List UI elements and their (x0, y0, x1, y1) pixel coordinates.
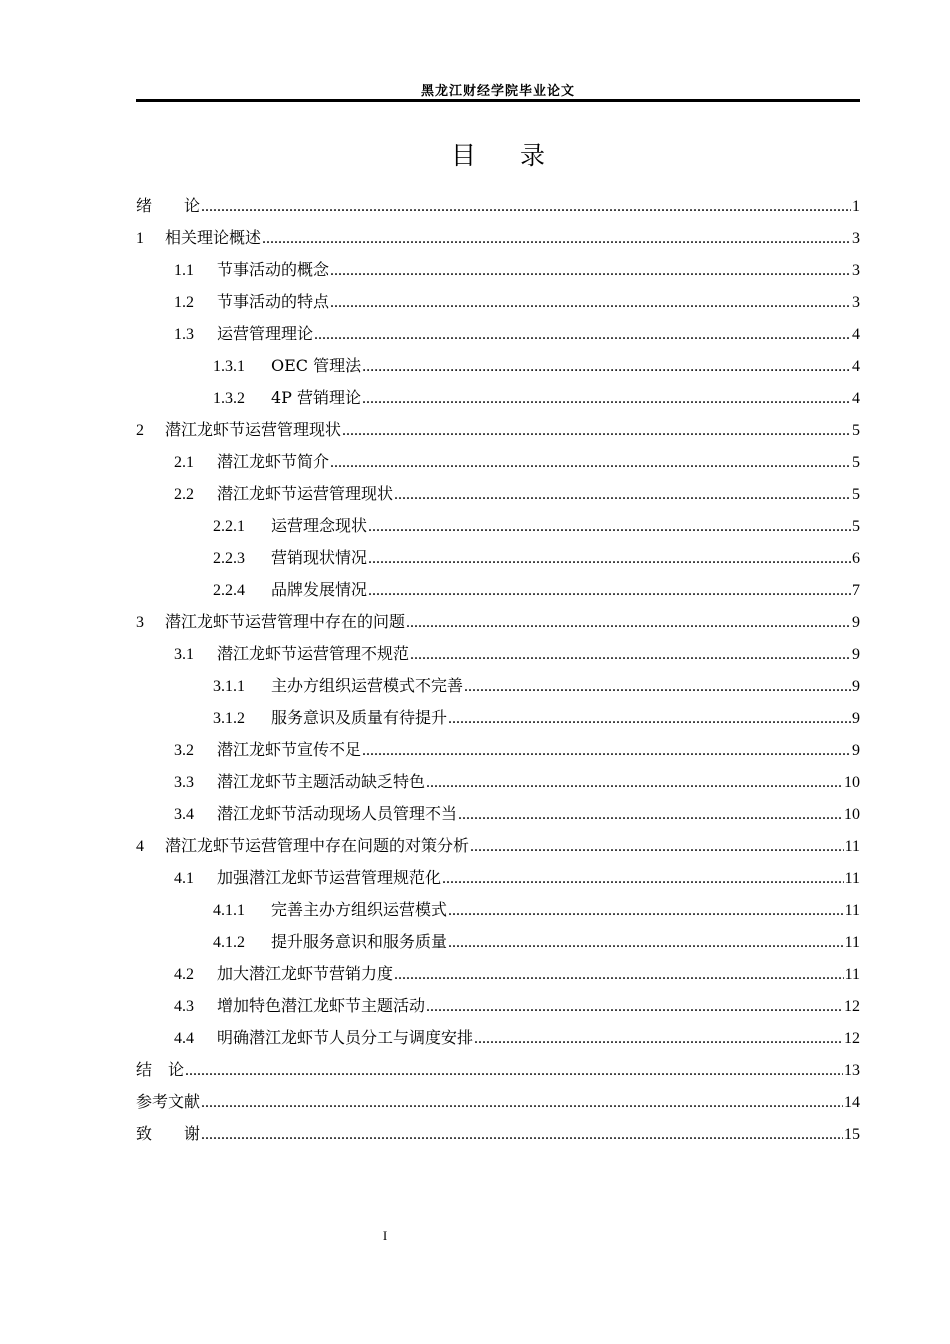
toc-entry-label: 增加特色潜江龙虾节主题活动 (217, 996, 426, 1015)
toc-dot-leader (368, 511, 851, 543)
toc-entry-page: 11 (844, 902, 860, 919)
toc-entry-page: 12 (844, 998, 860, 1015)
toc-dot-leader (342, 415, 851, 447)
toc-entry-label: OEC 管理法 (271, 356, 362, 375)
toc-entry-page: 3 (852, 230, 860, 247)
toc-entry-label: 营销现状情况 (271, 548, 368, 567)
toc-entry-label: 运营理念现状 (271, 516, 368, 535)
toc-entry[interactable] (136, 1054, 860, 1086)
toc-entry[interactable] (136, 766, 860, 798)
toc-entry-number: 3 (136, 614, 144, 631)
toc-dot-leader (314, 319, 851, 351)
toc-entry[interactable] (136, 670, 860, 702)
toc-entry-page: 15 (844, 1126, 860, 1143)
toc-entry-page: 4 (852, 390, 860, 407)
toc-entry-label: 完善主办方组织运营模式 (271, 900, 448, 919)
toc-entry-number: 2.2.1 (213, 518, 245, 535)
toc-entry-page: 14 (844, 1094, 860, 1111)
toc-entry[interactable] (136, 1118, 860, 1150)
toc-entry-number: 2 (136, 422, 144, 439)
toc-entry-label: 潜江龙虾节简介 (217, 452, 330, 471)
toc-entry-label: 参考文献 (136, 1092, 201, 1111)
toc-dot-leader (362, 351, 851, 383)
toc-entry[interactable] (136, 894, 860, 926)
toc-dot-leader (330, 287, 851, 319)
toc-entry-label: 潜江龙虾节运营管理不规范 (217, 644, 410, 663)
toc-entry-label: 相关理论概述 (165, 228, 262, 247)
toc-entry[interactable] (136, 446, 860, 478)
toc-entry-label: 潜江龙虾节主题活动缺乏特色 (217, 772, 426, 791)
toc-entry-number: 4.1 (174, 870, 194, 887)
toc-entry-label: 潜江龙虾节运营管理现状 (217, 484, 394, 503)
toc-entry-page: 3 (852, 294, 860, 311)
toc-entry-label: 潜江龙虾节运营管理现状 (165, 420, 342, 439)
toc-entry-page: 9 (852, 614, 860, 631)
toc-entry-number: 1.2 (174, 294, 194, 311)
footer-page-number: I (382, 1228, 388, 1243)
header-rule (136, 99, 860, 102)
toc-entry-label: 潜江龙虾节运营管理中存在的问题 (165, 612, 406, 631)
toc-entry-page: 11 (844, 934, 860, 951)
toc-entry-label: 节事活动的概念 (217, 260, 330, 279)
toc-entry-label: 潜江龙虾节活动现场人员管理不当 (217, 804, 458, 823)
toc-entry[interactable] (136, 478, 860, 510)
toc-entry-page: 6 (852, 550, 860, 567)
toc-dot-leader (426, 767, 843, 799)
toc-heading (136, 136, 860, 172)
toc-entry-number: 3.2 (174, 742, 194, 759)
toc-entry[interactable] (136, 798, 860, 830)
toc-entry[interactable] (136, 286, 860, 318)
toc-dot-leader (368, 543, 851, 575)
toc-entry[interactable] (136, 926, 860, 958)
toc-dot-leader (458, 799, 843, 831)
toc-entry-label: 潜江龙虾节运营管理中存在问题的对策分析 (165, 836, 470, 855)
toc-entry-label: 运营管理理论 (217, 324, 314, 343)
toc-entry-number: 3.1 (174, 646, 194, 663)
toc-entry-label: 致 谢 (136, 1124, 201, 1143)
toc-entry[interactable] (136, 222, 860, 254)
toc-entry-number: 2.1 (174, 454, 194, 471)
toc-entry-page: 1 (852, 198, 860, 215)
toc-entry-number: 1.3.2 (213, 390, 245, 407)
toc-entry-number: 4.1.2 (213, 934, 245, 951)
toc-entry-number: 4.3 (174, 998, 194, 1015)
toc-entry-number: 2.2.4 (213, 582, 245, 599)
toc-entry[interactable] (136, 190, 860, 222)
toc-dot-leader (362, 383, 851, 415)
toc-entry-number: 1.3.1 (213, 358, 245, 375)
toc-entry-label: 提升服务意识和服务质量 (271, 932, 448, 951)
toc-dot-leader (448, 927, 844, 959)
toc-entry[interactable] (136, 382, 860, 414)
table-of-contents (136, 190, 860, 1150)
toc-entry-label: 4P 营销理论 (271, 388, 362, 407)
toc-entry-number: 1 (136, 230, 144, 247)
toc-entry[interactable] (136, 990, 860, 1022)
toc-entry-label: 主办方组织运营模式不完善 (271, 676, 464, 695)
toc-entry-page: 4 (852, 326, 860, 343)
toc-dot-leader (362, 735, 851, 767)
toc-entry[interactable] (136, 638, 860, 670)
toc-entry-page: 5 (852, 518, 860, 535)
toc-entry[interactable] (136, 350, 860, 382)
toc-dot-leader (406, 607, 851, 639)
toc-heading-left: 目 (450, 141, 476, 170)
toc-entry-page: 9 (852, 710, 860, 727)
toc-entry-page: 10 (844, 806, 860, 823)
toc-entry-number: 4.4 (174, 1030, 194, 1047)
toc-entry[interactable] (136, 734, 860, 766)
toc-entry-page: 10 (844, 774, 860, 791)
toc-entry-page: 11 (844, 870, 860, 887)
toc-entry[interactable] (136, 542, 860, 574)
toc-entry-page: 13 (844, 1062, 860, 1079)
toc-dot-leader (448, 895, 844, 927)
toc-entry-number: 1.3 (174, 326, 194, 343)
toc-entry-page: 4 (852, 358, 860, 375)
toc-entry[interactable] (136, 574, 860, 606)
toc-entry[interactable] (136, 606, 860, 638)
toc-entry-page: 9 (852, 678, 860, 695)
toc-entry-number: 2.2.3 (213, 550, 245, 567)
toc-dot-leader (448, 703, 851, 735)
toc-entry-label: 节事活动的特点 (217, 292, 330, 311)
toc-dot-leader (201, 1119, 843, 1151)
toc-dot-leader (470, 831, 844, 863)
toc-entry-number: 2.2 (174, 486, 194, 503)
toc-entry-page: 3 (852, 262, 860, 279)
toc-dot-leader (201, 1087, 843, 1119)
toc-dot-leader (394, 959, 844, 991)
toc-entry[interactable] (136, 414, 860, 446)
toc-entry-number: 3.1.2 (213, 710, 245, 727)
toc-entry-page: 5 (852, 486, 860, 503)
toc-entry-label: 加大潜江龙虾节营销力度 (217, 964, 394, 983)
toc-dot-leader (442, 863, 844, 895)
toc-dot-leader (394, 479, 851, 511)
toc-entry[interactable] (136, 862, 860, 894)
toc-entry-label: 明确潜江龙虾节人员分工与调度安排 (217, 1028, 474, 1047)
toc-entry-number: 3.3 (174, 774, 194, 791)
toc-entry[interactable] (136, 254, 860, 286)
toc-dot-leader (262, 223, 851, 255)
toc-entry-number: 3.4 (174, 806, 194, 823)
toc-entry-number: 1.1 (174, 262, 194, 279)
toc-entry-page: 5 (852, 422, 860, 439)
toc-entry-page: 7 (852, 582, 860, 599)
toc-entry[interactable] (136, 1022, 860, 1054)
toc-entry[interactable] (136, 958, 860, 990)
toc-entry-label: 加强潜江龙虾节运营管理规范化 (217, 868, 442, 887)
toc-entry-page: 12 (844, 1030, 860, 1047)
toc-entry[interactable] (136, 1086, 860, 1118)
toc-entry-label: 绪 论 (136, 196, 201, 215)
toc-entry[interactable] (136, 702, 860, 734)
toc-entry-label: 潜江龙虾节宣传不足 (217, 740, 362, 759)
toc-heading-right: 录 (520, 141, 546, 170)
toc-entry-label: 结 论 (136, 1060, 185, 1079)
toc-dot-leader (474, 1023, 843, 1055)
toc-entry-page: 5 (852, 454, 860, 471)
toc-entry-page: 11 (844, 838, 860, 855)
toc-entry[interactable] (136, 318, 860, 350)
toc-entry-label: 服务意识及质量有待提升 (271, 708, 448, 727)
toc-dot-leader (330, 255, 851, 287)
toc-dot-leader (368, 575, 851, 607)
toc-entry-number: 4.2 (174, 966, 194, 983)
toc-dot-leader (330, 447, 851, 479)
toc-entry[interactable] (136, 510, 860, 542)
toc-entry-page: 11 (844, 966, 860, 983)
running-header-title: 黑龙江财经学院毕业论文 (420, 84, 575, 99)
toc-entry-number: 3.1.1 (213, 678, 245, 695)
toc-dot-leader (410, 639, 851, 671)
toc-entry-page: 9 (852, 646, 860, 663)
toc-entry-label: 品牌发展情况 (271, 580, 368, 599)
toc-dot-leader (201, 191, 851, 223)
toc-entry[interactable] (136, 830, 860, 862)
toc-entry-number: 4.1.1 (213, 902, 245, 919)
toc-entry-page: 9 (852, 742, 860, 759)
toc-dot-leader (185, 1055, 843, 1087)
toc-entry-number: 4 (136, 838, 144, 855)
toc-dot-leader (464, 671, 851, 703)
toc-dot-leader (426, 991, 843, 1023)
